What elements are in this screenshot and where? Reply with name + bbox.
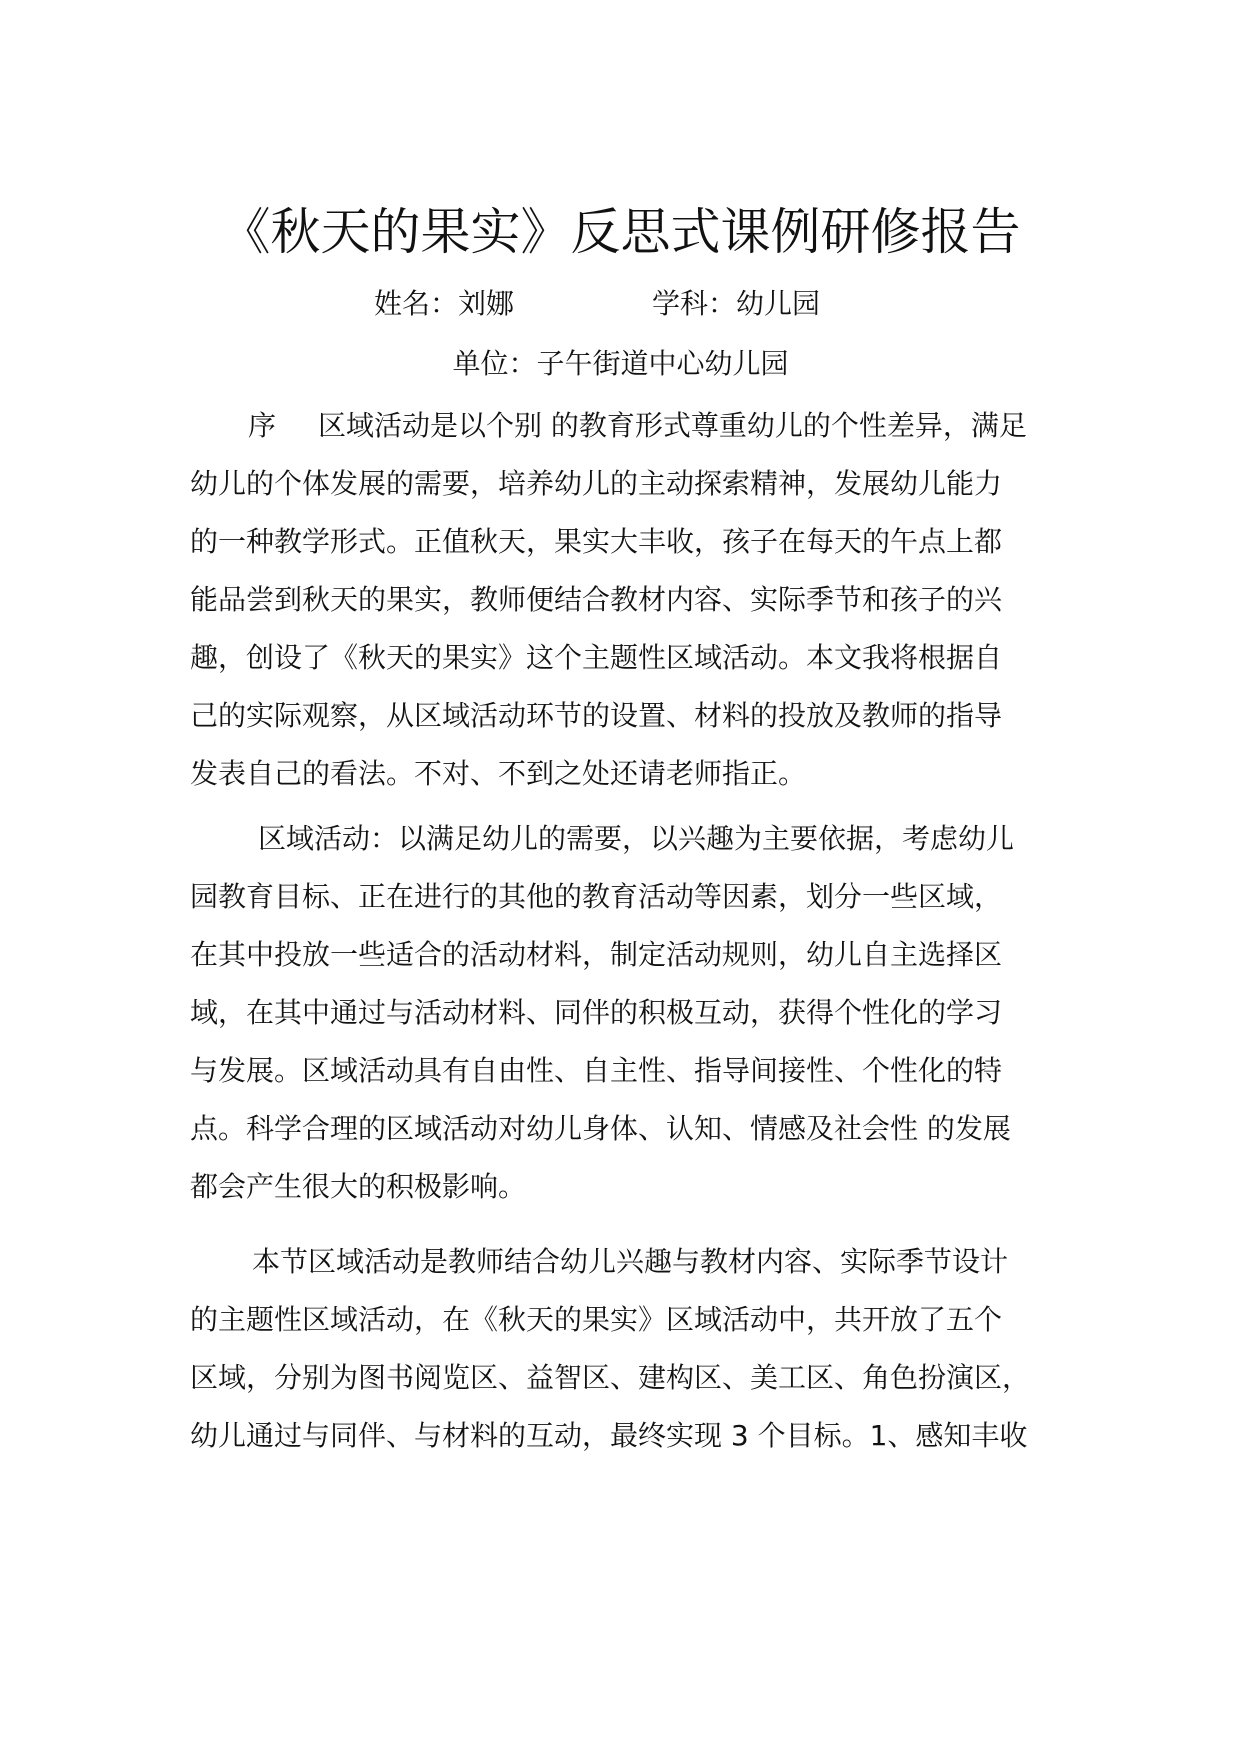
author-name: 姓名：刘娜 [374, 287, 515, 320]
paragraph-line: 园教育目标、正在进行的其他的教育活动等因素，划分一些区域， [190, 880, 1003, 913]
paragraph-line: 趣，创设了《秋天的果实》这个主题性区域活动。本文我将根据自 [190, 641, 1003, 674]
subject-field: 学科：幼儿园 [652, 287, 821, 320]
paragraph-line: 区域，分别为图书阅览区、益智区、建构区、美工区、角色扮演区， [190, 1361, 1031, 1394]
paragraph-line: 区域活动：以满足幼儿的需要，以兴趣为主要依据，考虑幼儿 [258, 822, 1015, 855]
paragraph-line: 发表自己的看法。不对、不到之处还请老师指正。 [190, 757, 807, 790]
paragraph-line: 序 区域活动是以个别 的教育形式尊重幼儿的个性差异，满足 [248, 409, 1027, 442]
paragraph-line: 幼儿通过与同伴、与材料的互动，最终实现 3 个目标。1、感知丰收 [190, 1419, 1028, 1452]
paragraph-line: 本节区域活动是教师结合幼儿兴趣与教材内容、实际季节设计 [252, 1245, 1009, 1278]
paragraph-preface [190, 397, 1090, 803]
paragraph-line: 点。科学合理的区域活动对幼儿身体、认知、情感及社会性 的发展 [190, 1112, 1011, 1145]
paragraph-line: 的主题性区域活动，在《秋天的果实》区域活动中，共开放了五个 [190, 1303, 1003, 1336]
paragraph-area-activity [190, 810, 1090, 1216]
document-title: 《秋天的果实》反思式课例研修报告 [220, 203, 1021, 261]
work-unit: 单位：子午街道中心幼儿园 [452, 347, 789, 380]
paragraph-line: 幼儿的个体发展的需要，培养幼儿的主动探索精神，发展幼儿能力 [190, 467, 1003, 500]
paragraph-line: 在其中投放一些适合的活动材料，制定活动规则，幼儿自主选择区 [190, 938, 1003, 971]
paragraph-line: 己的实际观察，从区域活动环节的设置、材料的投放及教师的指导 [190, 699, 1003, 732]
paragraph-this-session [190, 1233, 1090, 1465]
paragraph-line: 能品尝到秋天的果实，教师便结合教材内容、实际季节和孩子的兴 [190, 583, 1003, 616]
paragraph-line: 与发展。区域活动具有自由性、自主性、指导间接性、个性化的特 [190, 1054, 1003, 1087]
paragraph-line: 域，在其中通过与活动材料、同伴的积极互动，获得个性化的学习 [190, 996, 1003, 1029]
paragraph-line: 都会产生很大的积极影响。 [190, 1170, 527, 1203]
preface-lead: 序 [248, 409, 277, 442]
paragraph-line: 的一种教学形式。正值秋天，果实大丰收，孩子在每天的午点上都 [190, 525, 1003, 558]
author-info-row [0, 284, 1241, 324]
